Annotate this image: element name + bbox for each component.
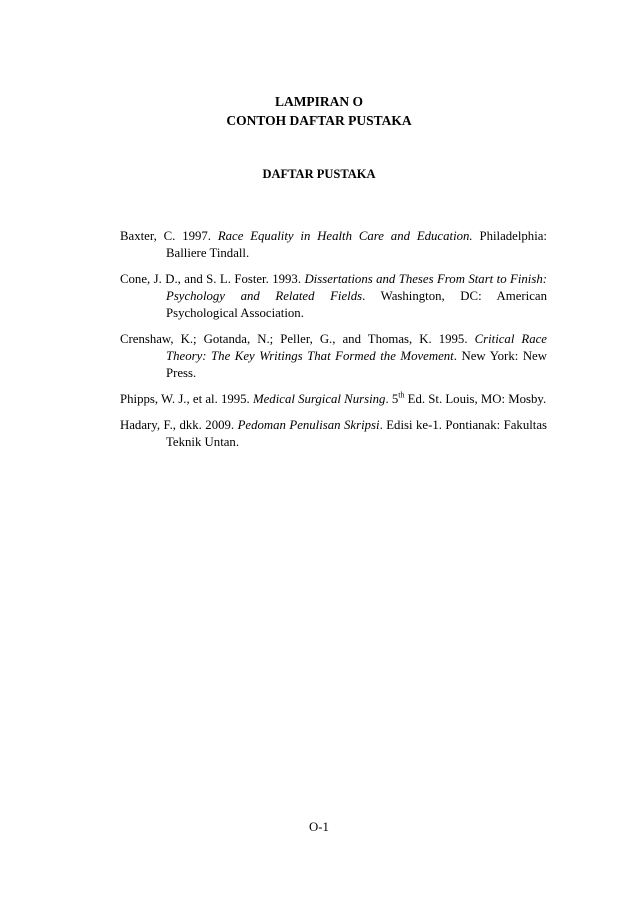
reference-title: Race Equality in Health Care and Education. [217,229,473,243]
page-number: O-1 [309,820,329,834]
reference-edition: . 5 [385,392,399,406]
reference-publisher: . Edisi ke-1. Pontianak: Fakultas Teknik Untan. [166,418,547,449]
appendix-title: LAMPIRAN O [274,94,364,109]
reference-title: Medical Surgical Nursing [252,392,386,406]
reference-publisher: Ed. St. Louis, MO: Mosby. [404,392,547,406]
reference-item [120,271,547,322]
reference-authors-year: Hadary, F., dkk. 2009. [120,418,238,432]
reference-list [120,228,547,460]
reference-authors-year: Cone, J. D., and S. L. Foster. 1993. [120,272,305,286]
reference-title: Critical Race Theory: The Key Writings That Formed the Movement [166,332,547,363]
reference-publisher: . Washington, DC: American Psychological Association. [166,289,547,320]
edition-superscript: th [398,390,405,400]
reference-authors-year: Baxter, C. 1997. [120,229,218,243]
reference-publisher: Philadelphia: Balliere Tindall. [166,229,547,260]
reference-title: Dissertations and Theses From Start to Finish: Psychology and Related Fields [166,272,547,303]
reference-title: Pedoman Penulisan Skripsi [237,418,380,432]
reference-item [120,417,547,451]
reference-item [120,331,547,382]
reference-item [120,228,547,262]
reference-authors-year: Crenshaw, K.; Gotanda, N.; Peller, G., and Thomas, K. 1995. [120,332,475,346]
reference-publisher: . New York: New Press. [166,349,547,380]
section-title: DAFTAR PUSTAKA [262,167,376,181]
reference-authors-year: Phipps, W. J., et al. 1995. [120,392,253,406]
reference-item [120,391,547,408]
appendix-subtitle: CONTOH DAFTAR PUSTAKA [226,113,412,128]
